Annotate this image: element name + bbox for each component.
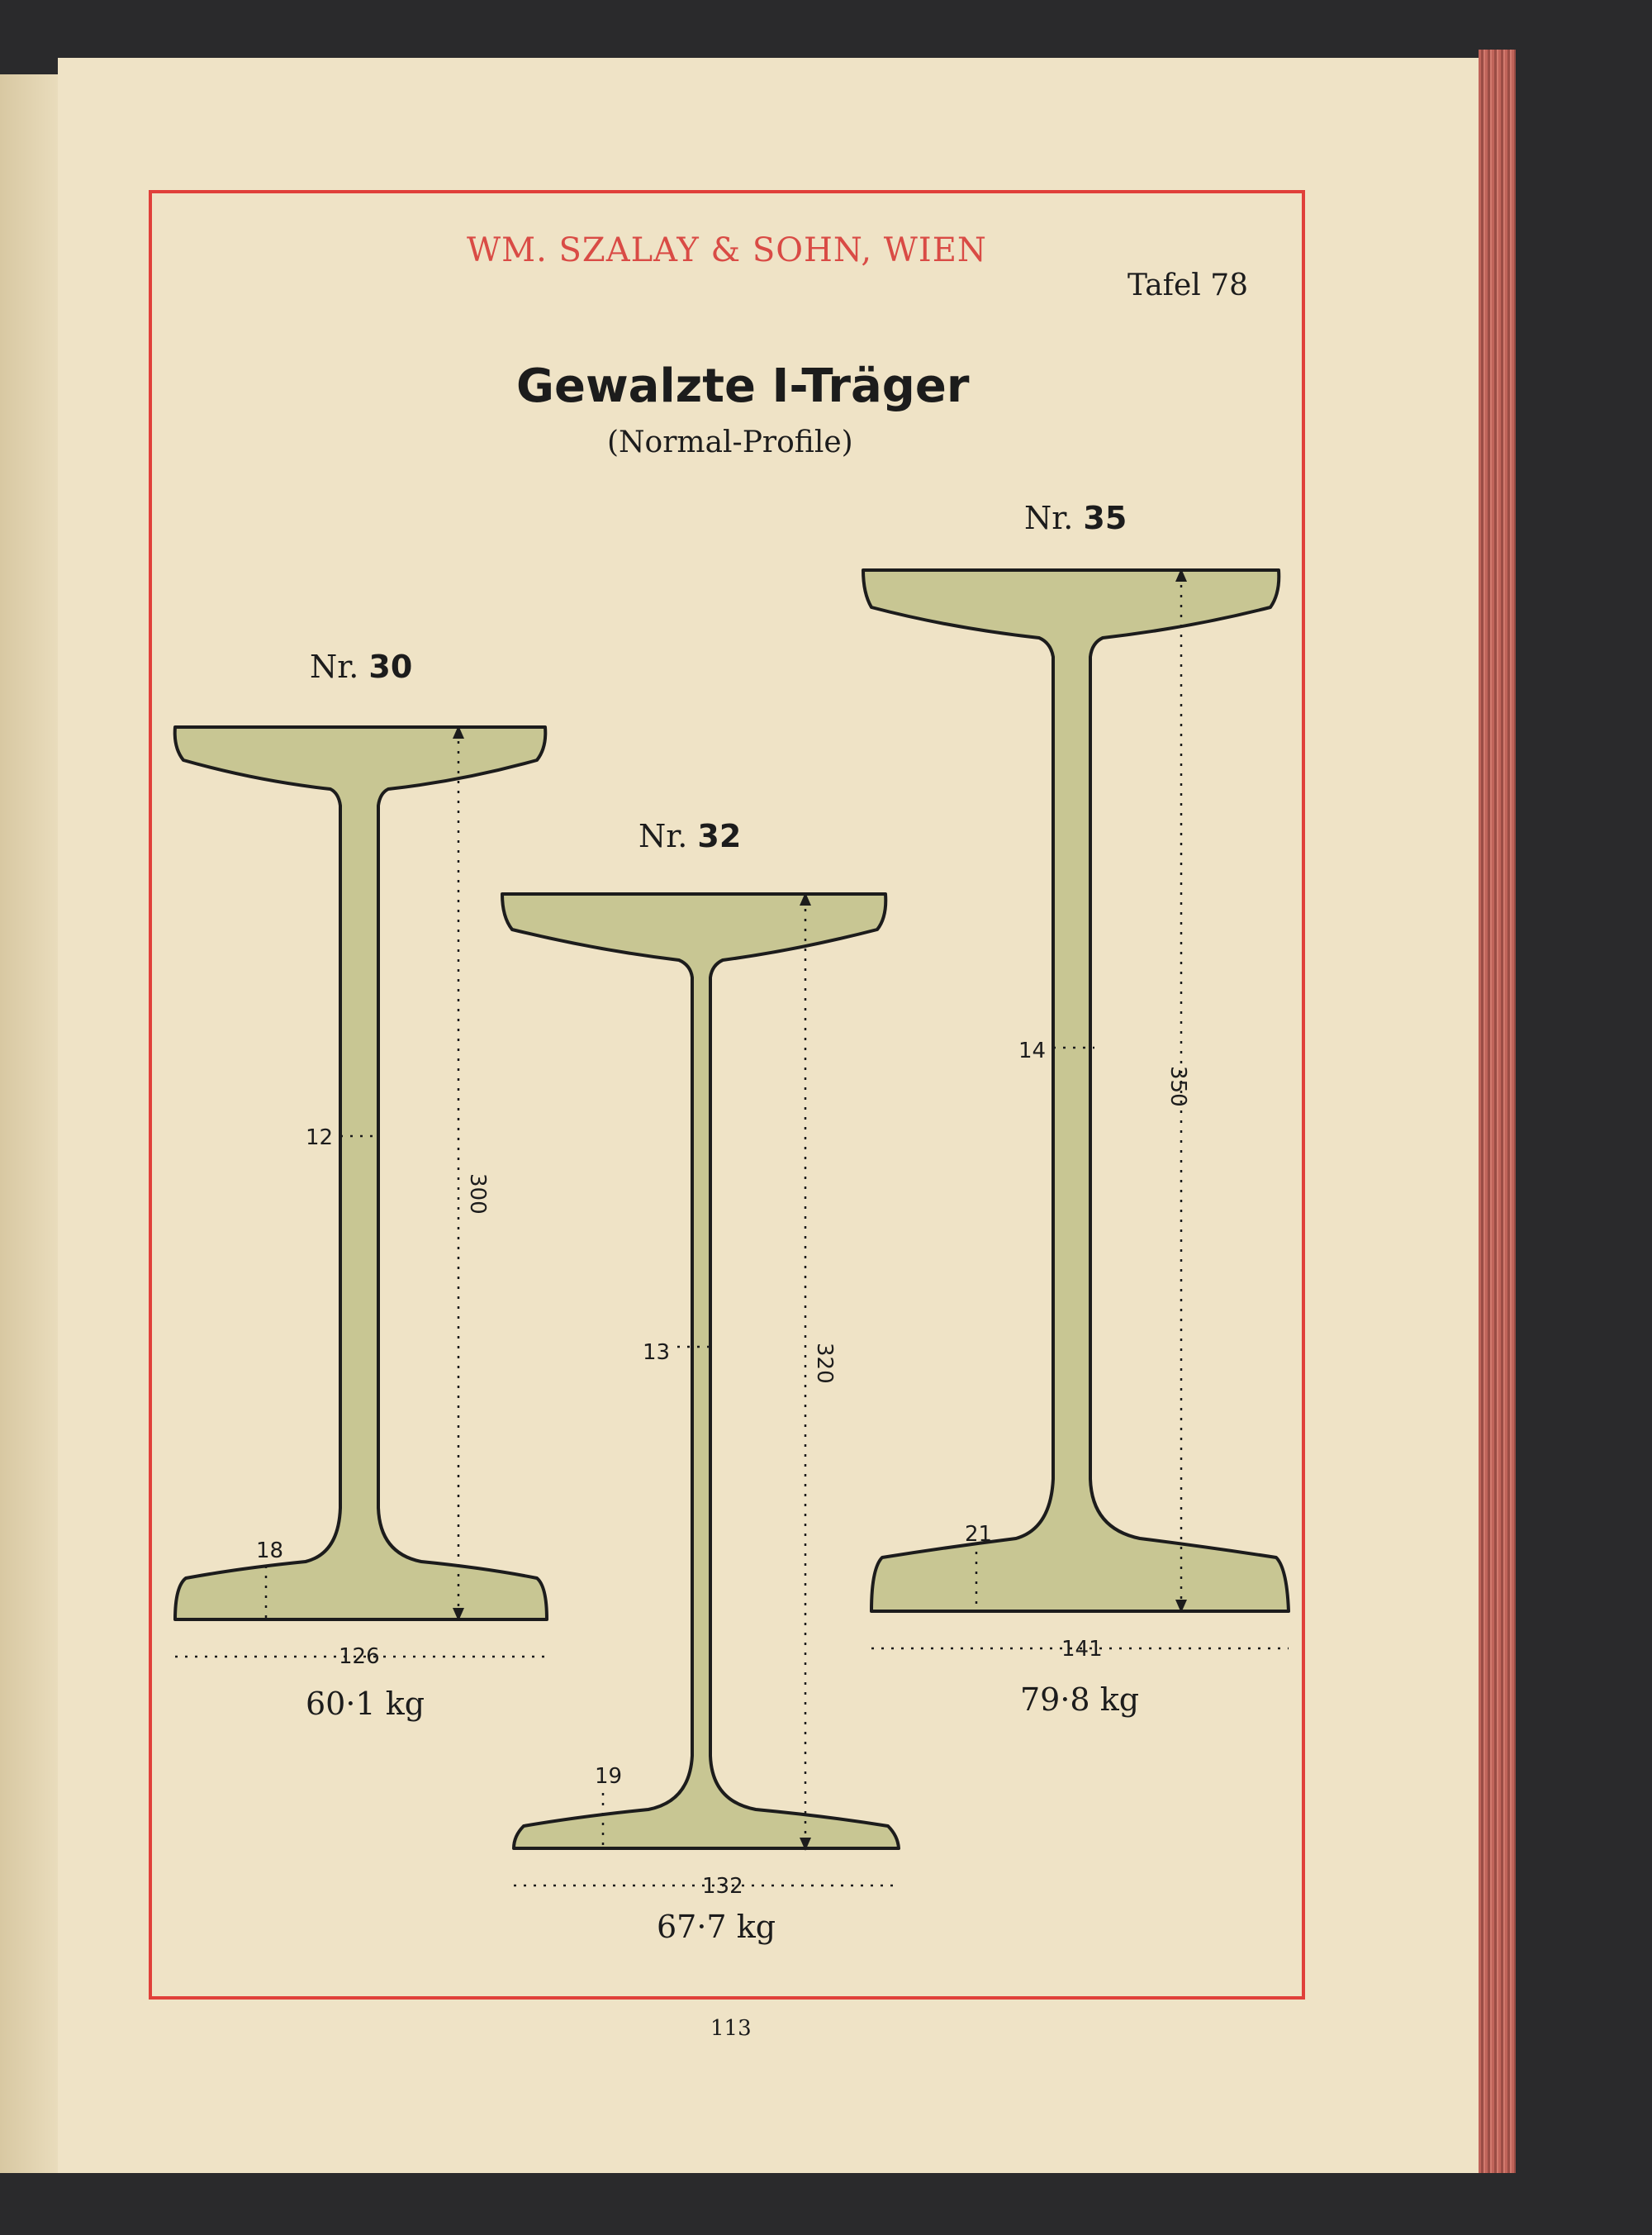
beam-30-height: 300 — [465, 1173, 490, 1215]
beam-30-width: 126 — [339, 1644, 380, 1669]
page-subtitle: (Normal-Profile) — [607, 426, 853, 459]
beam-nr-30 — [175, 725, 547, 1657]
beam-32-width: 132 — [702, 1874, 743, 1899]
beam-35-flange: 21 — [965, 1522, 993, 1547]
page-number: 113 — [710, 2016, 752, 2041]
beam-32-profile — [502, 894, 899, 1848]
beam-nr-35 — [863, 568, 1289, 1648]
beam-nr-32 — [502, 892, 899, 1885]
beam-30-flange: 18 — [256, 1538, 284, 1563]
publisher: WM. SZALAY & SOHN, WIEN — [467, 231, 987, 269]
beam-32-web: 13 — [643, 1340, 671, 1365]
label-nr-35: Nr. 35 — [1024, 500, 1127, 536]
weight-nr-32: 67·7 kg — [657, 1909, 776, 1945]
weight-nr-30: 60·1 kg — [306, 1686, 425, 1722]
beam-32-height: 320 — [812, 1343, 837, 1384]
beam-30-profile — [175, 727, 547, 1619]
beam-35-width: 141 — [1061, 1637, 1103, 1662]
beam-35-web: 14 — [1018, 1039, 1047, 1063]
beam-35-height: 350 — [1165, 1066, 1190, 1107]
weight-nr-35: 79·8 kg — [1020, 1681, 1140, 1718]
page-title: Gewalzte I-Träger — [516, 359, 970, 413]
beam-30-web: 12 — [306, 1125, 334, 1150]
beam-32-flange: 19 — [595, 1764, 623, 1789]
label-nr-30: Nr. 30 — [310, 649, 413, 685]
label-nr-32: Nr. 32 — [638, 818, 742, 854]
beam-35-profile — [863, 570, 1289, 1611]
plate-number: Tafel 78 — [1127, 269, 1249, 302]
